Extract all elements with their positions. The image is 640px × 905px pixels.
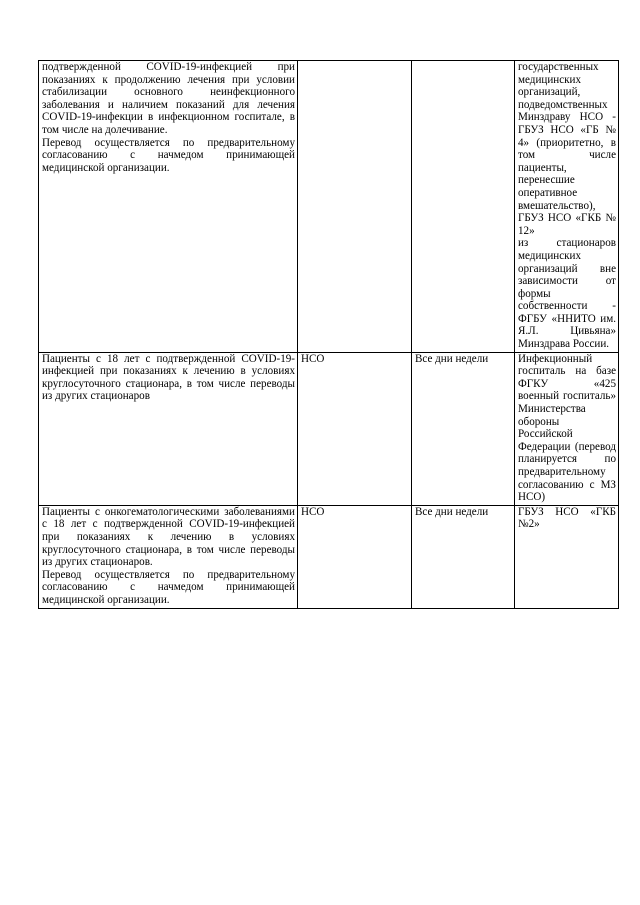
- schedule-cell: [412, 61, 515, 353]
- table-row: [39, 61, 619, 353]
- routing-table: [38, 60, 619, 609]
- schedule-cell: Все дни недели: [412, 505, 515, 608]
- patients-cell: [39, 505, 298, 608]
- territory-cell: [298, 61, 412, 353]
- patients-cell: [39, 352, 298, 505]
- territory-cell: НСО: [298, 352, 412, 505]
- destination-text: ГБУЗ НСО «ГКБ №2»: [518, 505, 616, 531]
- patients-cell: [39, 61, 298, 353]
- destination-cell: [515, 61, 619, 353]
- patients-text: Перевод осуществляется по предварительному согласованию с начмедом принимающей медицинской организации.: [42, 136, 295, 174]
- destination-cell: [515, 352, 619, 505]
- table-row: [39, 505, 619, 608]
- destination-text: Инфекционный госпиталь на базе ФГКУ «425 военный госпиталь» Министерства обороны Российской Федерации (перевод планируется по предварительному согласованию с МЗ НСО): [518, 352, 616, 504]
- territory-cell: НСО: [298, 505, 412, 608]
- destination-text: государственных медицинских организаций, подведомственных Минздраву НСО - ГБУЗ НСО «ГБ № 4» (приоритетно, в том числе пациенты, перенесшие оперативное вмешательство), ГБУЗ НСО «ГКБ № 12»: [518, 61, 616, 237]
- patients-text: подтвержденной COVID-19-инфекцией при показаниях к продолжению лечения при условии стабилизации основного неинфекционного заболевания и наличием показаний для лечения COVID-19-инфекции в инфекционном госпитале, в том числе на долечивание.: [42, 61, 295, 136]
- patients-text: Пациенты с онкогематологическими заболеваниями с 18 лет с подтвержденной COVID-19-инфекцией при показаниях к лечению в условиях круглосуточного стационара, в том числе переводы из других стационаров.: [42, 505, 295, 569]
- patients-text: Пациенты с 18 лет с подтвержденной COVID-19-инфекцией при показаниях к лечению в условиях круглосуточного стационара, в том числе переводы из других стационаров: [42, 352, 295, 403]
- table-row: [39, 352, 619, 505]
- destination-text: из стационаров медицинских организаций вне зависимости от формы собственности - ФГБУ «ННИТО им. Я.Л. Цивьяна» Минздрава России.: [518, 237, 616, 351]
- destination-cell: [515, 505, 619, 608]
- schedule-cell: Все дни недели: [412, 352, 515, 505]
- patients-text: Перевод осуществляется по предварительному согласованию с начмедом принимающей медицинской организации.: [42, 568, 295, 606]
